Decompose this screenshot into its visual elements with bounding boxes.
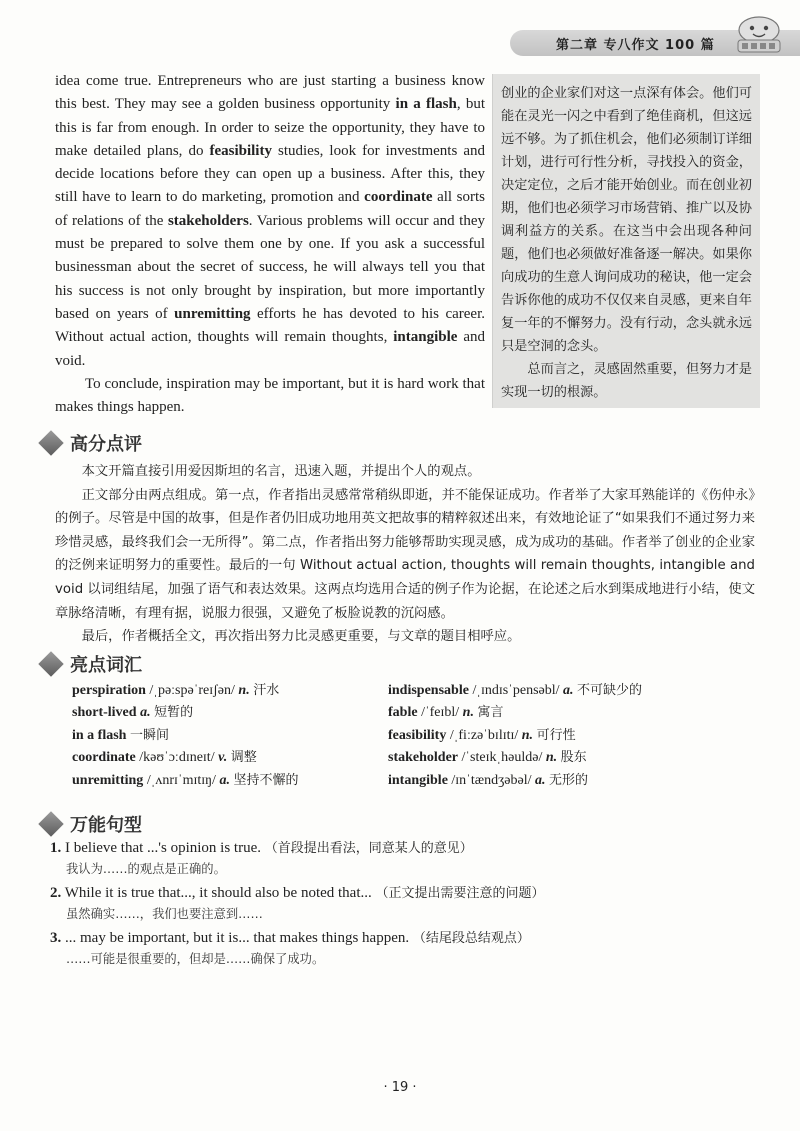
vocab-pos: a. bbox=[535, 772, 546, 788]
vocab-pos: a. bbox=[140, 705, 151, 721]
essay-text: . Various problems will occur and they must be prepared to solve them one by one. If you ask a successful businessman about the secret of success, he will always tell you that his success is not only brought by inspiration, but more importantly based on years of bbox=[55, 212, 485, 322]
vocab-meaning: 寓言 bbox=[477, 705, 504, 721]
vocab-item bbox=[388, 747, 752, 769]
pattern-translation: 虽然确实……，我们也要注意到…… bbox=[66, 907, 263, 921]
essay-keyword: stakeholders bbox=[167, 212, 249, 229]
essay-text: and void. bbox=[55, 329, 485, 369]
mascot-icon bbox=[732, 14, 786, 54]
vocab-item bbox=[72, 747, 388, 769]
essay-keyword: feasibility bbox=[209, 142, 272, 159]
diamond-bullet-icon bbox=[38, 651, 63, 676]
vocab-item bbox=[72, 702, 388, 724]
vocab-pos: a. bbox=[219, 772, 230, 788]
vocab-phonetic: /ˌɪndɪsˈpensəbl/ bbox=[472, 683, 560, 698]
pattern-item bbox=[50, 928, 760, 969]
essay-body bbox=[55, 70, 485, 419]
vocab-meaning: 调整 bbox=[230, 750, 257, 766]
vocab-word: unremitting bbox=[72, 772, 144, 788]
vocab-section-header bbox=[38, 651, 142, 677]
essay-paragraph-1 bbox=[55, 70, 485, 373]
vocab-meaning: 短暂的 bbox=[154, 705, 194, 721]
pattern-english bbox=[50, 928, 760, 949]
vocab-word: perspiration bbox=[72, 683, 146, 698]
pattern-sentence: While it is true that..., it should also be noted that... bbox=[61, 885, 372, 901]
vocab-item bbox=[388, 725, 752, 747]
pattern-number: 2. bbox=[50, 885, 62, 901]
pattern-note: （正文提出需要注意的问题） bbox=[375, 886, 545, 901]
translation-paragraph-2: 总而言之，灵感固然重要，但努力才是实现一切的根源。 bbox=[501, 362, 752, 400]
vocab-item bbox=[388, 702, 752, 724]
essay-keyword: intangible bbox=[393, 329, 458, 346]
vocab-word: fable bbox=[388, 705, 418, 721]
essay-keyword: unremitting bbox=[174, 305, 251, 322]
vocab-pos: n. bbox=[545, 750, 558, 766]
vocab-phonetic: /ˈsteɪkˌhəuldə/ bbox=[461, 750, 543, 766]
essay-paragraph-2: To conclude, inspiration may be important, but it is hard work that makes things happen. bbox=[55, 375, 485, 416]
essay-text: studies, look for investments and decide locations before they can open up a business. After this, they still have to learn to do marketing, promotion and bbox=[55, 142, 485, 206]
vocab-item bbox=[72, 725, 388, 747]
translation-box bbox=[492, 74, 760, 408]
essay-text: , but this is far from enough. In order to seize the opportunity, they have to make detailed plans, do bbox=[55, 96, 486, 159]
comment-section-title: 高分点评 bbox=[70, 434, 142, 455]
pattern-translation: ……可能是很重要的，但却是……确保了成功。 bbox=[66, 952, 325, 966]
vocab-item bbox=[72, 680, 388, 702]
pattern-number: 3. bbox=[50, 930, 62, 946]
page-number: · 19 · bbox=[383, 1080, 417, 1095]
vocab-item bbox=[388, 680, 752, 702]
diamond-bullet-icon bbox=[38, 811, 63, 836]
vocab-word: in a flash bbox=[72, 727, 127, 743]
pattern-section-title: 万能句型 bbox=[70, 815, 142, 836]
pattern-section-header bbox=[38, 811, 142, 837]
vocab-meaning: 一瞬间 bbox=[129, 727, 169, 743]
vocab-list bbox=[72, 680, 752, 792]
essay-text: all sorts of relations of the bbox=[55, 189, 485, 229]
pattern-note: （首段提出看法，同意某人的意见） bbox=[264, 841, 473, 856]
comment-section-header bbox=[38, 430, 142, 456]
pattern-english bbox=[50, 883, 760, 904]
vocab-phonetic: /ˌpəːspəˈreɪʃən/ bbox=[149, 683, 235, 698]
pattern-note: （结尾段总结观点） bbox=[412, 931, 530, 946]
vocab-phonetic: /ˈfeɪbl/ bbox=[421, 705, 460, 721]
vocab-word: indispensable bbox=[388, 683, 469, 698]
essay-keyword: coordinate bbox=[364, 189, 433, 206]
vocab-meaning: 坚持不懈的 bbox=[233, 772, 299, 788]
vocab-section-title: 亮点词汇 bbox=[70, 655, 142, 676]
vocab-word: coordinate bbox=[72, 750, 136, 766]
pattern-sentence: ... may be important, but it is... that makes things happen. bbox=[61, 930, 410, 946]
pattern-list bbox=[50, 838, 760, 973]
pattern-sentence: I believe that ...'s opinion is true. bbox=[61, 840, 261, 856]
vocab-pos: n. bbox=[521, 727, 534, 743]
vocab-word: short-lived bbox=[72, 705, 137, 721]
vocab-item bbox=[72, 770, 388, 792]
vocab-phonetic: /ˌʌnrɪˈmɪtɪŋ/ bbox=[146, 772, 216, 788]
pattern-english bbox=[50, 838, 760, 859]
chapter-title: 第二章 专八作文 100 篇 bbox=[556, 38, 715, 53]
vocab-pos: v. bbox=[218, 750, 228, 766]
vocab-meaning: 不可缺少的 bbox=[577, 683, 643, 698]
pattern-item bbox=[50, 838, 760, 879]
vocab-pos: n. bbox=[462, 705, 474, 721]
vocab-word: intangible bbox=[388, 772, 448, 788]
translation-paragraph-1: 创业的企业家们对这一点深有体会。他们可能在灵光一闪之中看到了绝佳商机，但这远远不够。为了抓住机会，他们必须制订详细计划，进行可行性分析，寻找投入的资金，决定定位，之后才能开始创业。而在创业初期，他们也必须学习市场营销、推广以及协调利益方的关系。在这当中会出现各种问题，他们也必须做好准备逐一解决。如果你向成功的生意人询问成功的秘诀，他一定会告诉你他的成功不仅仅来自灵感，更来自年复一年的不懈努力。没有行动，念头就永远只是空洞的念头。 bbox=[501, 86, 752, 354]
vocab-pos: n. bbox=[238, 683, 250, 698]
pattern-item bbox=[50, 883, 760, 924]
vocab-meaning: 股东 bbox=[560, 750, 587, 766]
essay-text: efforts he has devoted to his career. Without actual action, thoughts will remain thoughts, bbox=[55, 305, 485, 346]
comment-paragraph-2: 正文部分由两点组成。第一点，作者指出灵感常常稍纵即逝，并不能保证成功。作者举了大家耳熟能详的《伤仲永》的例子。尽管是中国的故事，但是作者仍旧成功地用英文把故事的精粹叙述出来，有效地论证了“如果我们不通过努力来珍惜灵感，最终我们会一无所得”。第二点，作者指出努力能够帮助实现灵感，成为成功的基础。作者举了创业的企业家的泛例来证明努力的重要性。最后的一句 Without actual action, thoughts will remain thoughts, intangible and void 以词组结尾，加强了语气和表达效果。这两点均选用合适的例子作为论据，在论述之后水到渠成地进行小结，使文章脉络清晰，有理有据，说服力很强，又避免了板脸说教的沉闷感。 bbox=[55, 487, 755, 621]
essay-keyword: in a flash bbox=[395, 96, 457, 113]
pattern-translation: 我认为……的观点是正确的。 bbox=[66, 862, 226, 876]
pattern-number: 1. bbox=[50, 840, 62, 856]
vocab-phonetic: /ˌfiːzəˈbɪlɪtɪ/ bbox=[449, 727, 519, 743]
vocab-phonetic: /ɪnˈtændʒəbəl/ bbox=[451, 772, 532, 788]
vocab-meaning: 可行性 bbox=[536, 727, 576, 743]
vocab-phonetic: /kəʊˈɔːdɪneɪt/ bbox=[139, 750, 215, 766]
comment-body bbox=[55, 460, 755, 649]
vocab-item bbox=[388, 770, 752, 792]
comment-paragraph-1: 本文开篇直接引用爱因斯坦的名言，迅速入题，并提出个人的观点。 bbox=[81, 464, 481, 479]
diamond-bullet-icon bbox=[38, 430, 63, 455]
vocab-pos: a. bbox=[563, 683, 574, 698]
comment-paragraph-3: 最后，作者概括全文，再次指出努力比灵感更重要，与文章的题目相呼应。 bbox=[81, 629, 521, 645]
vocab-meaning: 无形的 bbox=[549, 772, 589, 788]
vocab-word: feasibility bbox=[388, 727, 447, 743]
vocab-meaning: 汗水 bbox=[253, 683, 280, 698]
essay-text: idea come true. Entrepreneurs who are just starting a business know this best. They may see a golden business opportunity bbox=[55, 73, 485, 113]
vocab-word: stakeholder bbox=[388, 750, 458, 766]
